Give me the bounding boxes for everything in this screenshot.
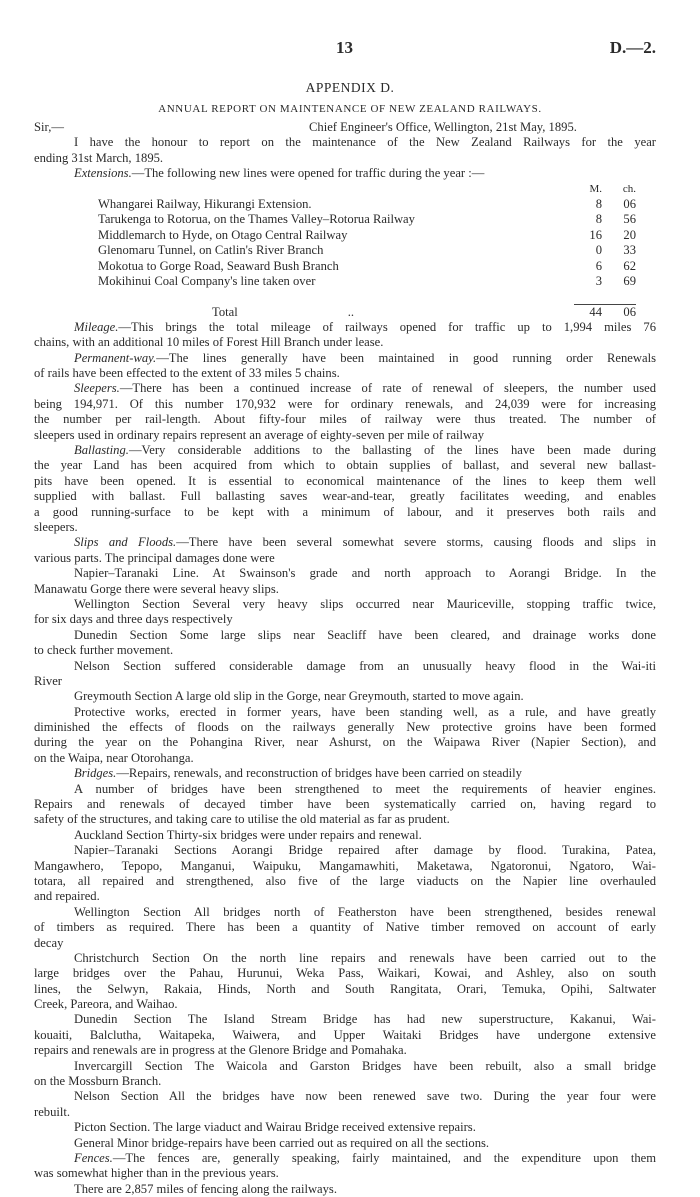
text-line: on the Waipa, near Otorohanga. bbox=[34, 750, 194, 765]
appendix-title: APPENDIX D. bbox=[305, 80, 395, 95]
table-row bbox=[98, 197, 636, 212]
extensions-paragraph bbox=[34, 166, 656, 181]
sleepers-paragraph: Sleepers.—There has been a continued increase of rate of renewal of sleepers, the number used bbox=[74, 381, 656, 396]
section-heading: Sleepers. bbox=[74, 381, 120, 396]
text-line: totara, all repaired and strengthened, also five of the large viaducts on the Napier line overhauled bbox=[34, 873, 656, 888]
line-name: Middlemarch to Hyde, on Otago Central Railway bbox=[98, 227, 348, 242]
ballasting-paragraph: Ballasting.—Very considerable additions to the ballasting of the lines have been made during bbox=[74, 443, 656, 458]
line-name: Mokihinui Coal Company's line taken over bbox=[98, 274, 316, 288]
text-line: decay bbox=[34, 935, 64, 950]
text-line: and repaired. bbox=[34, 889, 100, 904]
text-line: Creek, Pareora, and Waihao. bbox=[34, 997, 178, 1012]
text-line: to check further movement. bbox=[34, 643, 174, 658]
slips-floods-paragraph: Slips and Floods.—There have been several somewhat severe storms, causing floods and slips in bbox=[74, 535, 656, 550]
text-line: Dunedin Section The Island Stream Bridge has had new superstructure, Kakanui, Wai- bbox=[74, 1012, 656, 1027]
table-header-row bbox=[98, 182, 636, 197]
section-heading: Fences. bbox=[74, 1151, 113, 1165]
miles-value: 0 bbox=[595, 243, 602, 258]
text-line: Manawatu Gorge there were several heavy slips. bbox=[34, 581, 279, 596]
text-line: Repairs and renewals of decayed timber have been systematically carried on, having regard to bbox=[34, 797, 656, 812]
text-line: Wellington Section All bridges north of Featherston have been strengthened, besides renewal bbox=[74, 904, 656, 919]
text-line: of rails have been effected to the extent of 33 miles 5 chains. bbox=[34, 366, 340, 381]
text-line: A number of bridges have been strengthened to meet the requirements of heavier engines. bbox=[74, 781, 656, 796]
total-chains: 06 bbox=[623, 304, 636, 319]
chains-value: 69 bbox=[623, 274, 636, 288]
table-row bbox=[98, 228, 636, 243]
text-line: lines, the Selwyn, Rakaia, Hinds, North and South Rangitata, Orari, Temuka, Opihi, Saltwater bbox=[34, 981, 656, 996]
mileage-paragraph: Mileage.—This brings the total mileage of railways opened for traffic up to 1,994 miles 76 bbox=[74, 319, 656, 334]
text-line: rebuilt. bbox=[34, 1104, 71, 1119]
chains-value: 33 bbox=[623, 243, 636, 258]
text-line: of timbers as required. There has been a quantity of Native timber removed on account of early bbox=[34, 920, 656, 935]
text-line: Nelson Section suffered considerable damage from an unusually heavy flood in the Wai-iti bbox=[74, 658, 656, 673]
page-header bbox=[0, 40, 700, 62]
miles-value: 8 bbox=[595, 196, 602, 211]
section-heading: Mileage. bbox=[74, 319, 119, 334]
text-line: kouaiti, Balclutha, Waitapeka, Waiwera, and Upper Waitaki Bridges have undergone extensive bbox=[34, 1027, 656, 1042]
section-heading: Slips and Floods. bbox=[74, 535, 177, 550]
text-line: Auckland Section Thirty-six bridges were under repairs and renewal. bbox=[74, 827, 422, 842]
total-label: Total bbox=[212, 304, 238, 319]
text-line: Napier–Taranaki Line. At Swainson's grade and north approach to Aorangi Bridge. In the bbox=[74, 566, 656, 581]
text-line: the number per rail-length. About fifty-four miles of railway were thus treated. The number of bbox=[34, 412, 656, 427]
text-line: chains, with an additional 10 miles of Forest Hill Branch under lease. bbox=[34, 335, 384, 350]
chains-value: 62 bbox=[623, 258, 636, 273]
text-line: during the year on the Pohangina River, near Ashurst, on the Waipawa River (Napier Section), and bbox=[34, 735, 656, 750]
text-line: Christchurch Section On the north line repairs and renewals have been carried out to the bbox=[74, 950, 656, 965]
chains-value: 56 bbox=[623, 212, 636, 227]
table-row bbox=[98, 274, 636, 289]
section-heading: Bridges. bbox=[74, 766, 117, 781]
table-row bbox=[98, 259, 636, 274]
text-line: diminished the effects of floods on the railways generally New protective groins have been formed bbox=[34, 720, 656, 735]
text-line: Invercargill Section The Waicola and Garston Bridges have been rebuilt, also a small bridge bbox=[74, 1058, 656, 1073]
column-header-miles: M. bbox=[589, 182, 602, 195]
section-heading: Ballasting. bbox=[74, 443, 129, 458]
text-line: was somewhat higher than in the previous years. bbox=[34, 1166, 279, 1181]
report-title: ANNUAL REPORT ON MAINTENANCE OF NEW ZEALAND RAILWAYS. bbox=[158, 103, 542, 115]
text-line: General Minor bridge-repairs have been carried out as required on all the sections. bbox=[74, 1135, 490, 1150]
miles-value: 16 bbox=[589, 227, 602, 242]
extensions-table bbox=[98, 182, 636, 320]
line-name: Glenomaru Tunnel, on Catlin's River Branch bbox=[98, 243, 324, 258]
miles-value: 3 bbox=[595, 274, 602, 288]
paragraph-text: —The following new lines were opened for traffic during the year :— bbox=[131, 166, 485, 181]
salutation: Sir,— bbox=[34, 120, 64, 134]
bridges-paragraph: Bridges.—Repairs, renewals, and reconstruction of bridges have been carried on steadily bbox=[74, 766, 522, 781]
total-row bbox=[98, 304, 636, 320]
text-line: for six days and three days respectively bbox=[34, 612, 233, 627]
text-line: a good running-surface to be kept with a minimum of labour, and it preserves both rails and bbox=[34, 504, 656, 519]
leader-dots: .. bbox=[347, 304, 354, 319]
text-line: the year Land has been acquired from which to obtain supplies of ballast, and several new ballast- bbox=[34, 458, 656, 473]
text-line: Nelson Section All the bridges have now been renewed save two. During the year four were bbox=[74, 1089, 656, 1104]
page-number: 13 bbox=[336, 38, 353, 57]
table-row bbox=[98, 243, 636, 258]
text-line: Napier–Taranaki Sections Aorangi Bridge repaired after damage by flood. Turakina, Patea, bbox=[74, 843, 656, 858]
office-dateline: Chief Engineer's Office, Wellington, 21st May, 1895. bbox=[309, 120, 577, 134]
line-name: Mokotua to Gorge Road, Seaward Bush Branch bbox=[98, 258, 339, 273]
text-line: River bbox=[34, 673, 62, 688]
text-line: Dunedin Section Some large slips near Seacliff have been cleared, and drainage works done bbox=[74, 627, 656, 642]
text-line: large bridges over the Pahau, Hurunui, Weka Pass, Waikari, Kowai, and Ashley, also on south bbox=[34, 966, 656, 981]
total-rule bbox=[98, 289, 636, 304]
text-line: Protective works, erected in former years, have been standing well, as a rule, and have greatly bbox=[74, 704, 656, 719]
text-line: There are 2,857 miles of fencing along the railways. bbox=[74, 1181, 337, 1196]
column-header-chains: ch. bbox=[622, 182, 636, 195]
chains-value: 06 bbox=[623, 196, 636, 211]
report-body bbox=[34, 120, 656, 1197]
line-name: Tarukenga to Rotorua, on the Thames Valley–Rotorua Railway bbox=[98, 212, 415, 227]
text-line: Picton Section. The large viaduct and Wairau Bridge received extensive repairs. bbox=[74, 1120, 476, 1135]
text-line: Greymouth Section A large old slip in the Gorge, near Greymouth, started to move again. bbox=[74, 689, 524, 704]
table-row bbox=[98, 212, 636, 227]
text-line: pits have been opened. It is essential to economical maintenance of the lines to keep them well bbox=[34, 473, 656, 488]
section-heading: Permanent-way. bbox=[74, 350, 157, 365]
chains-value: 20 bbox=[623, 227, 636, 242]
section-heading: Extensions. bbox=[74, 166, 132, 181]
line-name: Whangarei Railway, Hikurangi Extension. bbox=[98, 196, 312, 211]
text-line: Mangawhero, Tepopo, Manganui, Waipuku, Mangamawhiti, Maketawa, Ngatoronui, Ngatoro, Wai- bbox=[34, 858, 656, 873]
text-line: sleepers used in ordinary repairs represent an average of eighty-seven per mile of railway bbox=[34, 427, 485, 442]
text-line: Wellington Section Several very heavy slips occurred near Mauriceville, stopping traffic twice, bbox=[74, 596, 656, 611]
permanent-way-paragraph: Permanent-way.—The lines generally have been maintained in good running order Renewals bbox=[74, 350, 656, 365]
text-line: sleepers. bbox=[34, 519, 78, 534]
miles-value: 8 bbox=[595, 212, 602, 227]
text-line: safety of the structures, and taking care to utilise the old material as far as prudent. bbox=[34, 812, 450, 827]
salutation-row bbox=[34, 120, 656, 135]
document-reference: D.—2. bbox=[609, 38, 656, 57]
intro-line: ending 31st March, 1895. bbox=[34, 150, 164, 165]
text-line: repairs and renewals are in progress at the Glenore Bridge and Pomahaka. bbox=[34, 1043, 407, 1058]
text-line: various parts. The principal damages done were bbox=[34, 550, 275, 565]
text-line: supplied with ballast. Full ballasting saves wear-and-tear, greatly facilitates weeding, and enables bbox=[34, 489, 656, 504]
text-line: being 194,971. Of this number 170,932 were for ordinary renewals, and 24,039 were for increasing bbox=[34, 396, 656, 411]
total-miles: 44 bbox=[589, 304, 602, 319]
miles-value: 6 bbox=[595, 258, 602, 273]
fences-paragraph: Fences.—The fences are, generally speaking, fairly maintained, and the expenditure upon them bbox=[74, 1151, 656, 1165]
text-line: on the Mossburn Branch. bbox=[34, 1074, 162, 1089]
intro-line: I have the honour to report on the maintenance of the New Zealand Railways for the year bbox=[74, 135, 656, 150]
